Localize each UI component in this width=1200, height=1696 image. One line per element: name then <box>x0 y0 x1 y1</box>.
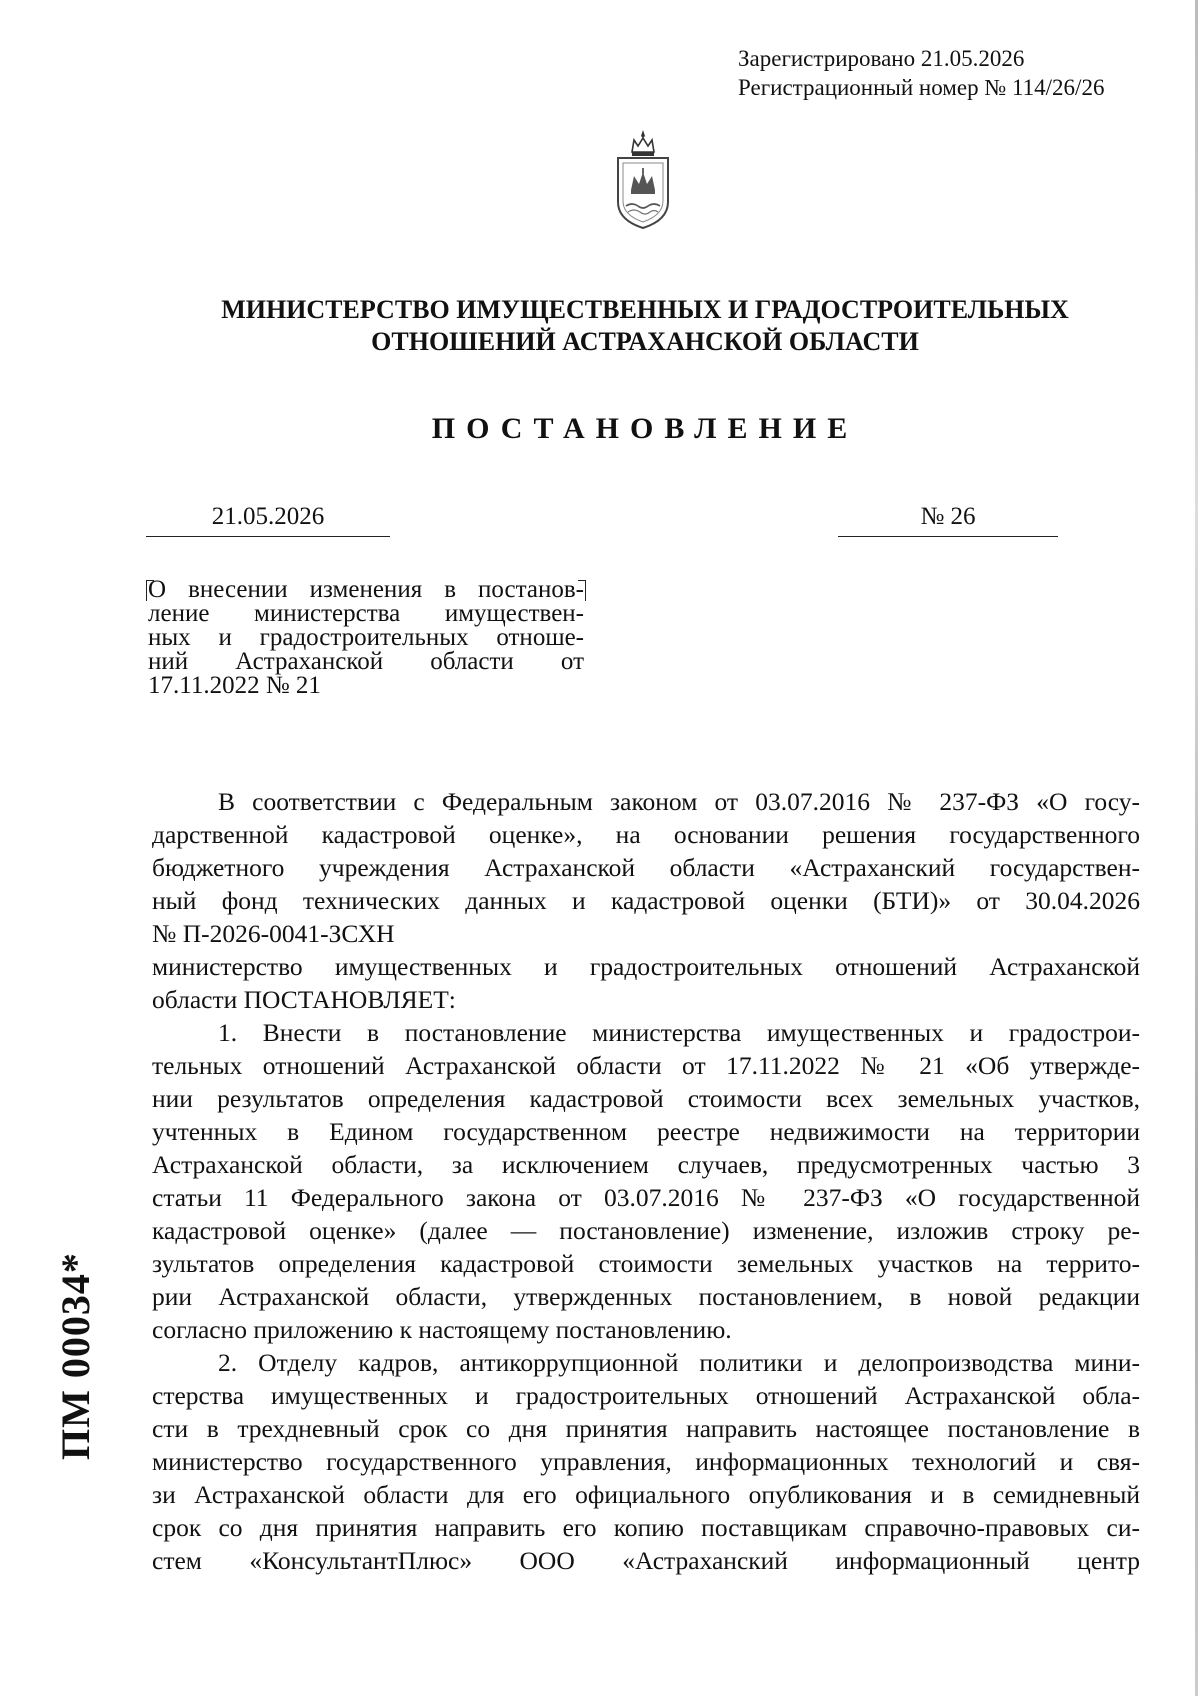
body-line: 2. Отделу кадров, антикоррупционной политики и делопроизводства мини- <box>218 1348 1140 1377</box>
document-date: 21.05.2026 <box>146 500 390 537</box>
body-line: министерство государственного управления, информационных технологий и свя- <box>152 1447 1140 1476</box>
body-line: стем «КонсультантПлюс» ООО «Астраханский информационный центр <box>152 1546 1140 1575</box>
body-line: № П-2026-0041-ЗСХН <box>152 919 395 948</box>
body-line: министерство имущественных и градостроительных отношений Астраханской <box>152 952 1140 981</box>
subject-line: ных и градостроительных отноше- <box>148 624 584 651</box>
body-line: зи Астраханской области для его официального опубликования и в семидневный <box>152 1480 1140 1509</box>
document-body <box>152 785 1140 1577</box>
subject-line: 17.11.2022 № 21 <box>148 672 321 699</box>
document-subject <box>148 578 584 698</box>
registration-block <box>738 44 1104 102</box>
body-line: сти в трехдневный срок со дня принятия направить настоящее постановление в <box>152 1414 1140 1443</box>
body-line: согласно приложению к настоящему постановлению. <box>152 1315 732 1344</box>
body-line: зультатов определения кадастровой стоимости земельных участков на террито- <box>152 1249 1140 1278</box>
body-line: ный фонд технических данных и кадастровой оценки (БТИ)» от 30.04.2026 <box>152 886 1140 915</box>
body-line: учтенных в Едином государственном реестре недвижимости на территории <box>152 1117 1140 1146</box>
body-line: кадастровой оценке» (далее — постановление) изменение, изложив строку ре- <box>152 1216 1140 1245</box>
body-line: дарственной кадастровой оценке», на основании решения государственного <box>152 820 1140 849</box>
body-line: статьи 11 Федерального закона от 03.07.2016 № 237-ФЗ «О государственной <box>152 1183 1140 1212</box>
body-line: Астраханской области, за исключением случаев, предусмотренных частью 3 <box>152 1150 1140 1179</box>
document-number: № 26 <box>838 500 1058 537</box>
registration-number: Регистрационный номер № 114/26/26 <box>738 75 1105 100</box>
body-line: области ПОСТАНОВЛЯЕТ: <box>152 985 456 1014</box>
subject-line: О внесении изменения в постанов- <box>148 576 584 603</box>
body-line: нии результатов определения кадастровой стоимости всех земельных участков, <box>152 1084 1140 1113</box>
body-line: бюджетного учреждения Астраханской области «Астраханский государствен- <box>152 853 1140 882</box>
body-line: срок со дня принятия направить его копию поставщикам справочно-правовых си- <box>152 1513 1140 1542</box>
coat-of-arms-icon <box>612 128 674 234</box>
body-line: рии Астраханской области, утвержденных постановлением, в новой редакции <box>152 1282 1140 1311</box>
scan-edge <box>1195 0 1198 1696</box>
ministry-title-line-2: ОТНОШЕНИЙ АСТРАХАНСКОЙ ОБЛАСТИ <box>371 327 919 356</box>
document-type-heading: ПОСТАНОВЛЕНИЕ <box>431 412 859 445</box>
body-line: 1. Внести в постановление министерства имущественных и градострои- <box>218 1018 1140 1047</box>
ministry-title-line-1: МИНИСТЕРСТВО ИМУЩЕСТВЕННЫХ И ГРАДОСТРОИТЕЛЬНЫХ <box>221 295 1069 324</box>
ministry-title <box>150 294 1140 358</box>
registration-date: Зарегистрировано 21.05.2026 <box>738 46 1025 71</box>
body-line: В соответствии с Федеральным законом от 03.07.2016 № 237-ФЗ «О госу- <box>218 787 1140 816</box>
side-stamp: ПМ 00034* <box>53 1252 98 1460</box>
subject-line: ление министерства имуществен- <box>148 600 584 627</box>
subject-line: ний Астраханской области от <box>148 648 584 675</box>
body-line: тельных отношений Астраханской области от 17.11.2022 № 21 «Об утвержде- <box>152 1051 1140 1080</box>
body-line: стерства имущественных и градостроительных отношений Астраханской обла- <box>152 1381 1140 1410</box>
